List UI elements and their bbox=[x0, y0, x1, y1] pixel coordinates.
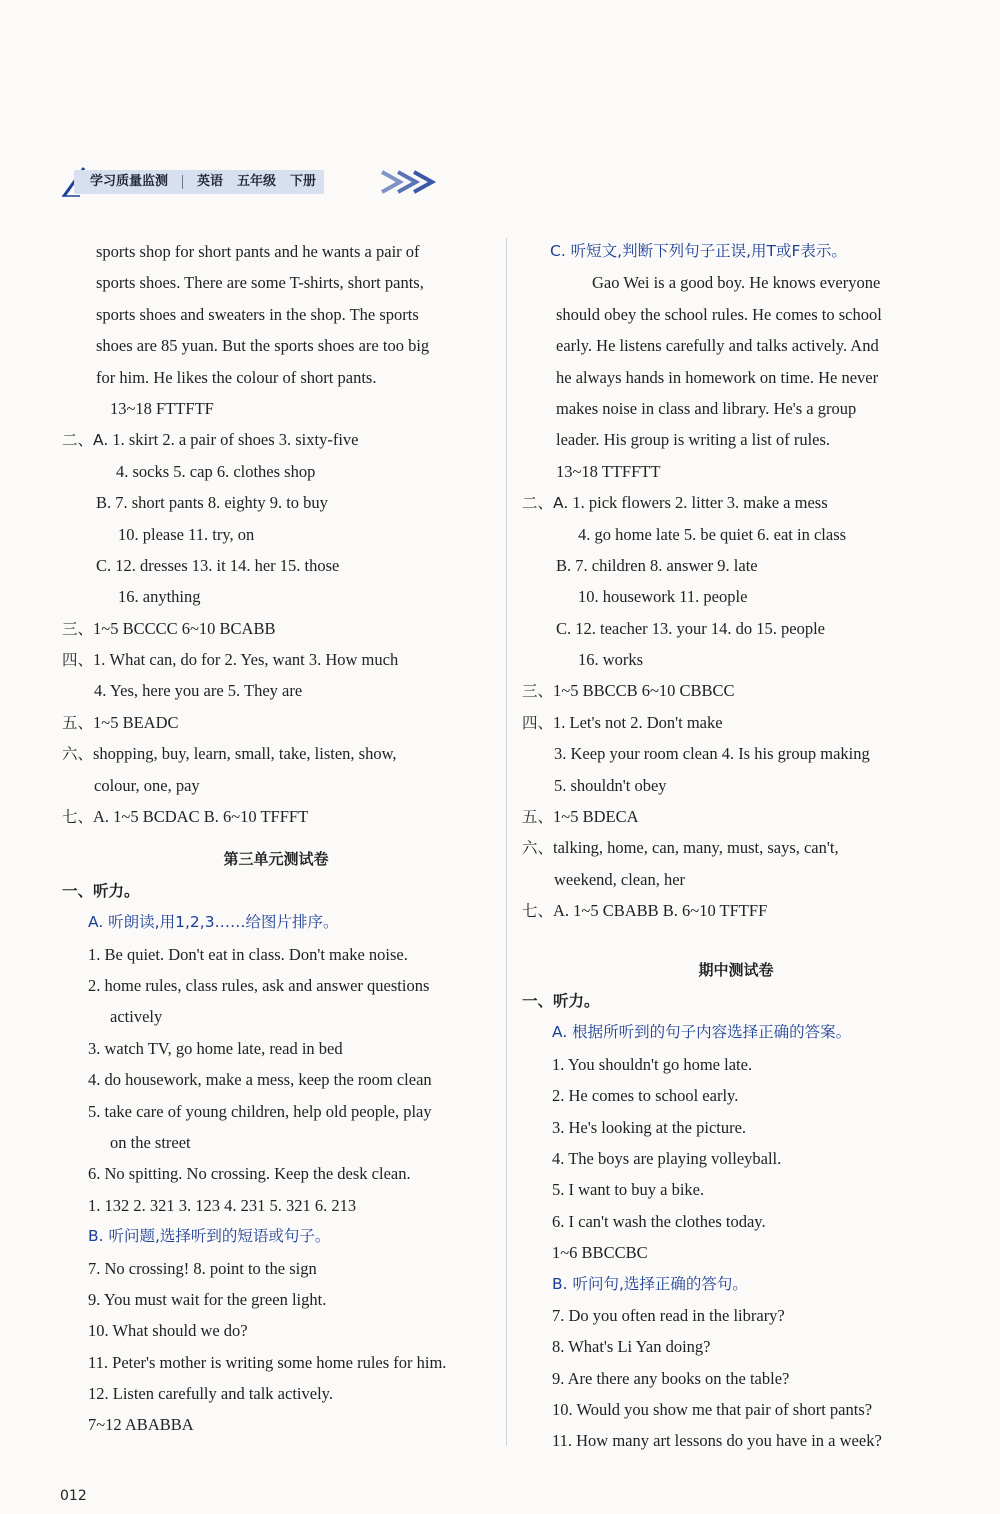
item-a: 2. He comes to school early. bbox=[552, 1086, 739, 1106]
item-a: 1. Be quiet. Don't eat in class. Don't make noise. bbox=[88, 944, 408, 964]
passage-line: makes noise in class and library. He's a group bbox=[556, 398, 857, 418]
passage-line: Gao Wei is a good boy. He knows everyone bbox=[592, 273, 881, 293]
item-b: 11. How many art lessons do you have in a week? bbox=[552, 1431, 882, 1451]
passage-line: early. He listens carefully and talks actively. And bbox=[556, 336, 879, 356]
header-tab bbox=[74, 170, 324, 194]
section-4-row: 四、1. What can, do for 2. Yes, want 3. How much bbox=[62, 650, 399, 670]
item-b: 10. What should we do? bbox=[88, 1321, 248, 1341]
left-column bbox=[62, 236, 490, 1441]
passage-line: sports shoes and sweaters in the shop. The sports bbox=[96, 304, 419, 324]
section-6-row: colour, one, pay bbox=[94, 775, 200, 795]
section-5-row: 五、1~5 BDECA bbox=[522, 807, 639, 827]
header-volume: 下册 bbox=[290, 174, 317, 189]
passage-line: shoes are 85 yuan. But the sports shoes are too big bbox=[96, 336, 430, 356]
section-4-row: 4. Yes, here you are 5. They are bbox=[94, 681, 303, 701]
item-b: 9. Are there any books on the table? bbox=[552, 1368, 790, 1388]
item-b: 7. Do you often read in the library? bbox=[552, 1305, 785, 1325]
item-b: 9. You must wait for the green light. bbox=[88, 1289, 327, 1309]
section-4-row: 四、1. Let's not 2. Don't make bbox=[522, 712, 723, 732]
item-a: on the street bbox=[110, 1132, 191, 1152]
item-a: 3. watch TV, go home late, read in bed bbox=[88, 1038, 343, 1058]
section-7-row: 七、A. 1~5 BCDAC B. 6~10 TFFFT bbox=[62, 807, 309, 827]
answers-a: 1~6 BBCCBC bbox=[552, 1243, 648, 1263]
answer-13-18: 13~18 FTTFTF bbox=[110, 398, 214, 418]
listening-heading: 一、听力。 bbox=[62, 881, 140, 900]
part-a-instruction: A. 听朗读,用1,2,3……给图片排序。 bbox=[88, 913, 339, 932]
section-5-row: 五、1~5 BEADC bbox=[62, 712, 179, 732]
item-a: 5. I want to buy a bike. bbox=[552, 1180, 705, 1200]
section-2-row: 4. go home late 5. be quiet 6. eat in class bbox=[578, 524, 847, 544]
item-a: 1. You shouldn't go home late. bbox=[552, 1054, 753, 1074]
part-b-instruction: B. 听问题,选择听到的短语或句子。 bbox=[88, 1227, 331, 1246]
page-number: 012 bbox=[60, 1488, 87, 1504]
midterm-title: 期中测试卷 bbox=[698, 960, 774, 979]
section-4-row: 5. shouldn't obey bbox=[554, 775, 667, 795]
section-2-row: 二、A. 1. skirt 2. a pair of shoes 3. sixty-five bbox=[62, 430, 359, 450]
item-a: 5. take care of young children, help old people, play bbox=[88, 1101, 432, 1121]
item-b: 12. Listen carefully and talk actively. bbox=[88, 1384, 333, 1404]
item-a: 6. No spitting. No crossing. Keep the desk clean. bbox=[88, 1164, 411, 1184]
answers-a: 1. 132 2. 321 3. 123 4. 231 5. 321 6. 213 bbox=[88, 1195, 357, 1215]
item-b: 10. Would you show me that pair of short pants? bbox=[552, 1400, 873, 1420]
passage-line: sports shop for short pants and he wants a pair of bbox=[96, 242, 420, 261]
passage-line: should obey the school rules. He comes to school bbox=[556, 304, 882, 324]
passage-line: he always hands in homework on time. He never bbox=[556, 367, 879, 387]
section-6-row: 六、shopping, buy, learn, small, take, listen, show, bbox=[62, 744, 397, 764]
section-2-row: 16. works bbox=[578, 650, 644, 670]
section-2-row: B. 7. short pants 8. eighty 9. to buy bbox=[96, 493, 328, 513]
header-grade: 五年级 bbox=[237, 174, 277, 189]
passage-line: for him. He likes the colour of short pants. bbox=[96, 367, 377, 387]
item-a: 2. home rules, class rules, ask and answer questions bbox=[88, 975, 430, 995]
part-c-instruction: C. 听短文,判断下列句子正误,用T或F表示。 bbox=[550, 242, 847, 260]
item-b: 7. No crossing! 8. point to the sign bbox=[88, 1258, 317, 1278]
item-a: 4. The boys are playing volleyball. bbox=[552, 1148, 782, 1168]
passage-line: leader. His group is writing a list of rules. bbox=[556, 430, 831, 450]
header-series: 学习质量监测 bbox=[90, 174, 169, 189]
section-3-row: 三、1~5 BCCCC 6~10 BCABB bbox=[62, 618, 276, 638]
answers-b: 7~12 ABABBA bbox=[88, 1415, 194, 1435]
part-b-instruction: B. 听问句,选择正确的答句。 bbox=[552, 1274, 748, 1293]
section-2-row: C. 12. dresses 13. it 14. her 15. those bbox=[96, 555, 340, 575]
section-7-row: 七、A. 1~5 CBABB B. 6~10 TFTFF bbox=[522, 901, 768, 921]
right-column bbox=[522, 236, 950, 1457]
part-a-instruction: A. 根据所听到的句子内容选择正确的答案。 bbox=[552, 1023, 852, 1042]
passage-line: sports shoes. There are some T-shirts, short pants, bbox=[96, 273, 424, 293]
section-2-row: 二、A. 1. pick flowers 2. litter 3. make a mess bbox=[522, 493, 828, 513]
section-2-row: 16. anything bbox=[118, 587, 201, 607]
answer-13-18: 13~18 TTFFTT bbox=[556, 461, 661, 481]
item-a: actively bbox=[110, 1007, 163, 1027]
section-2-row: 4. socks 5. cap 6. clothes shop bbox=[116, 461, 316, 481]
item-b: 8. What's Li Yan doing? bbox=[552, 1337, 711, 1357]
column-divider bbox=[506, 238, 507, 1446]
header-separator bbox=[182, 175, 183, 189]
section-2-row: B. 7. children 8. answer 9. late bbox=[556, 555, 758, 575]
section-2-row: C. 12. teacher 13. your 14. do 15. people bbox=[556, 618, 825, 638]
section-2-row: 10. housework 11. people bbox=[578, 587, 748, 607]
item-a: 6. I can't wash the clothes today. bbox=[552, 1211, 766, 1231]
item-a: 4. do housework, make a mess, keep the room clean bbox=[88, 1070, 432, 1090]
section-6-row: weekend, clean, her bbox=[554, 869, 686, 889]
section-3-row: 三、1~5 BBCCB 6~10 CBBCC bbox=[522, 681, 735, 701]
running-header bbox=[60, 166, 460, 198]
item-b: 11. Peter's mother is writing some home rules for him. bbox=[88, 1352, 447, 1372]
section-2-row: 10. please 11. try, on bbox=[118, 524, 255, 544]
double-chevron-icon bbox=[378, 169, 448, 195]
header-subject: 英语 bbox=[197, 174, 224, 189]
item-a: 3. He's looking at the picture. bbox=[552, 1117, 747, 1137]
listening-heading: 一、听力。 bbox=[522, 991, 600, 1010]
unit-3-title: 第三单元测试卷 bbox=[223, 850, 329, 869]
section-6-row: 六、talking, home, can, many, must, says, can't, bbox=[522, 838, 839, 858]
section-4-row: 3. Keep your room clean 4. Is his group making bbox=[554, 744, 870, 764]
